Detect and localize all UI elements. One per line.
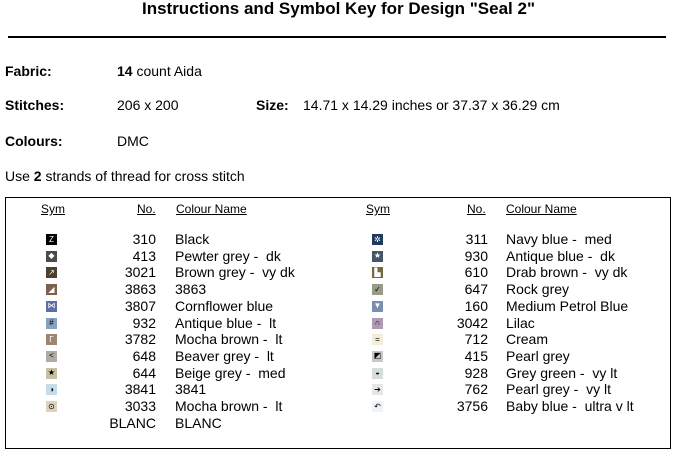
dmc-number: 3782	[124, 331, 156, 348]
colours-value: DMC	[117, 133, 149, 149]
key-row-right	[6, 365, 666, 382]
key-row-right	[6, 298, 666, 315]
page-title: Instructions and Symbol Key for Design "Seal 2"	[141, 0, 536, 18]
hash-icon: #	[46, 318, 57, 329]
arrow-right-icon: ➔	[372, 384, 383, 395]
z-icon: Z	[46, 234, 57, 245]
dmc-number: BLANC	[109, 414, 156, 431]
dmc-number: 3841	[124, 381, 156, 398]
star-icon: ★	[47, 368, 56, 378]
colour-name: Grey green - vy lt	[506, 364, 618, 381]
half-circle-icon: ◒	[372, 368, 383, 379]
colour-name: Antique blue - dk	[506, 247, 615, 264]
strands-count: 2	[33, 168, 42, 184]
fabric-type: count Aida	[132, 63, 202, 79]
colour-name: Pearl grey - vy lt	[506, 381, 612, 398]
triangle-icon: ◢	[46, 284, 57, 295]
colour-name: Beaver grey - lt	[175, 347, 274, 364]
colour-name: BLANC	[175, 414, 222, 431]
key-row-left	[6, 415, 666, 432]
dmc-number: 3021	[124, 264, 156, 281]
key-row-right	[6, 281, 666, 298]
gear-icon: ✲	[372, 234, 383, 245]
size-label: Size:	[256, 97, 289, 113]
colour-name: 3863	[175, 281, 207, 298]
dmc-number: 644	[132, 364, 156, 381]
key-row-right	[6, 248, 666, 265]
colour-name: Lilac	[506, 314, 535, 331]
dmc-number: 648	[132, 347, 156, 364]
dmc-number: 712	[464, 331, 488, 348]
header-sym-right: Sym	[366, 202, 390, 216]
colour-name: Rock grey	[506, 281, 570, 298]
equals-icon: =	[372, 334, 383, 345]
down-triangle-icon: ▼	[373, 301, 382, 311]
half-square-icon: ◩	[373, 351, 382, 361]
dmc-number: 3033	[124, 398, 156, 414]
colour-name: Cream	[506, 331, 549, 348]
key-row-right	[6, 264, 666, 281]
star-icon: ★	[373, 251, 382, 261]
hook-icon: ↶	[372, 401, 383, 412]
colour-name: 3841	[175, 381, 207, 398]
dmc-number: 930	[464, 247, 488, 264]
header-no-left: No.	[137, 202, 156, 216]
key-row-right	[6, 381, 666, 398]
dmc-number: 610	[464, 264, 488, 281]
stitches-label: Stitches:	[5, 97, 65, 113]
diamond-icon: ◆	[46, 251, 57, 262]
bowtie-icon: ⋈	[47, 301, 56, 311]
fabric-label: Fabric:	[5, 63, 52, 79]
key-row-right	[6, 331, 666, 348]
key-row-right	[6, 315, 666, 332]
header-name-left: Colour Name	[176, 202, 247, 216]
check-icon: ✓	[372, 284, 383, 295]
stitches-value: 206 x 200	[117, 97, 179, 113]
colour-name: Cornflower blue	[175, 297, 274, 314]
colour-name: Baby blue - ultra v lt	[506, 398, 634, 414]
size-value: 14.71 x 14.29 inches or 37.37 x 36.29 cm	[303, 97, 560, 113]
dmc-number: 3863	[124, 281, 156, 298]
colour-name: Navy blue - med	[506, 231, 612, 247]
chevron-left-icon: <	[46, 351, 57, 362]
colour-name: Medium Petrol Blue	[506, 297, 629, 314]
colour-name: Brown grey - vy dk	[175, 264, 295, 281]
half-circle-icon: ◑	[46, 384, 57, 395]
dmc-number: 647	[464, 281, 488, 298]
header-name-right: Colour Name	[506, 202, 577, 216]
target-icon: ⊙	[46, 401, 57, 412]
symbol-key-table	[5, 197, 671, 449]
dmc-number: 928	[464, 364, 488, 381]
dmc-number: 311	[465, 231, 488, 247]
key-row-right	[6, 398, 666, 415]
fabric-count: 14	[117, 63, 133, 79]
dmc-number: 3042	[456, 314, 488, 331]
key-row-right	[6, 231, 666, 248]
colour-name: Antique blue - lt	[175, 314, 277, 331]
corner-icon: Γ	[46, 334, 57, 345]
header-no-right: No.	[467, 202, 486, 216]
colours-label: Colours:	[5, 133, 63, 149]
dmc-number: 310	[132, 231, 156, 247]
dmc-number: 3807	[124, 297, 156, 314]
fabric-value	[117, 63, 202, 79]
colour-name: Black	[175, 231, 210, 247]
dmc-number: 762	[464, 381, 488, 398]
colour-name: Mocha brown - lt	[175, 331, 283, 348]
strands-post: strands of thread for cross stitch	[41, 168, 245, 184]
colour-name: Pearl grey	[506, 347, 570, 364]
colour-name: Drab brown - vy dk	[506, 264, 628, 281]
key-row-right	[6, 348, 666, 365]
strands-instruction	[5, 168, 245, 184]
arch-icon: ∩	[372, 318, 383, 329]
dmc-number: 160	[464, 297, 488, 314]
strands-pre: Use	[5, 168, 34, 184]
colour-name: Beige grey - med	[175, 364, 286, 381]
dmc-number: 932	[132, 314, 156, 331]
header-sym-left: Sym	[41, 202, 65, 216]
dmc-number: 413	[132, 247, 156, 264]
title-divider	[8, 36, 666, 38]
dmc-number: 415	[464, 347, 488, 364]
arrow-diag-icon: ↗	[46, 267, 57, 278]
dmc-number: 3756	[456, 398, 488, 414]
colour-name: Mocha brown - lt	[175, 398, 283, 414]
step-icon: ▙	[372, 267, 383, 278]
colour-name: Pewter grey - dk	[175, 247, 281, 264]
